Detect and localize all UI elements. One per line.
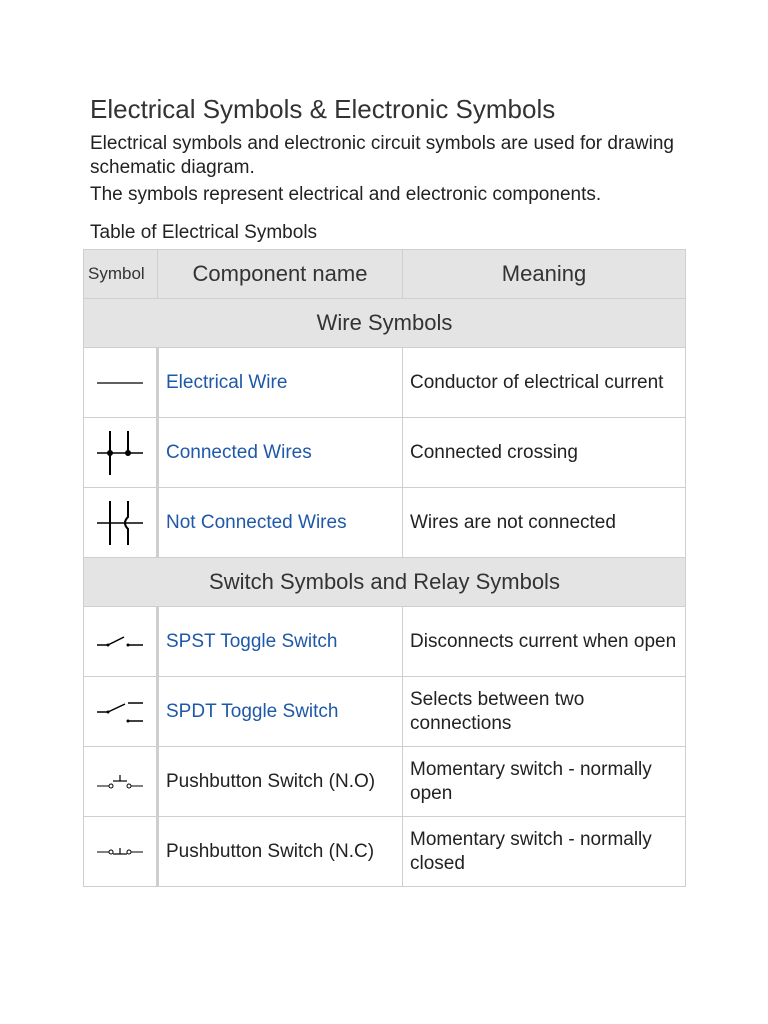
- table-row: [84, 488, 686, 558]
- component-link[interactable]: Electrical Wire: [166, 371, 288, 393]
- symbol-cell: [84, 677, 158, 747]
- table-caption: Table of Electrical Symbols: [90, 222, 318, 243]
- table-header-row: [84, 250, 686, 299]
- table-row: [84, 418, 686, 488]
- pushbutton-nc-icon: [95, 842, 145, 862]
- connected-wires-icon: [95, 428, 145, 478]
- section-row-switch: [84, 558, 686, 607]
- meaning-cell: Conductor of electrical current: [403, 348, 686, 418]
- component-name-cell: Pushbutton Switch (N.C): [158, 817, 403, 887]
- table-row: [84, 348, 686, 418]
- symbol-cell: [84, 488, 158, 558]
- meaning-cell: Connected crossing: [403, 418, 686, 488]
- component-name-cell: Pushbutton Switch (N.O): [158, 747, 403, 817]
- meaning-cell: Selects between two connections: [403, 677, 686, 747]
- component-link[interactable]: SPST Toggle Switch: [166, 630, 338, 652]
- component-link[interactable]: SPDT Toggle Switch: [166, 700, 339, 722]
- meaning-cell: Wires are not connected: [403, 488, 686, 558]
- symbol-cell: [84, 418, 158, 488]
- section-row-wire: [84, 299, 686, 348]
- header-symbol: Symbol: [84, 250, 158, 299]
- intro-paragraph-2: The symbols represent electrical and electronic components.: [90, 184, 602, 205]
- symbol-cell: [84, 747, 158, 817]
- component-name-cell: [158, 607, 403, 677]
- component-link[interactable]: Connected Wires: [166, 441, 312, 463]
- spdt-toggle-switch-icon: [95, 697, 145, 727]
- table-row: [84, 747, 686, 817]
- meaning-cell: Momentary switch - normally open: [403, 747, 686, 817]
- intro-paragraph: Electrical symbols and electronic circuit symbols are used for drawing schematic diagram.: [90, 133, 674, 178]
- symbol-cell: [84, 817, 158, 887]
- electrical-wire-icon: [95, 373, 145, 393]
- not-connected-wires-icon: [95, 498, 145, 548]
- pushbutton-no-icon: [95, 772, 145, 792]
- meaning-cell: Momentary switch - normally closed: [403, 817, 686, 887]
- table-row: [84, 817, 686, 887]
- component-link[interactable]: Not Connected Wires: [166, 511, 347, 533]
- page-title: Electrical Symbols & Electronic Symbols: [90, 94, 556, 124]
- header-component-name: Component name: [158, 250, 403, 299]
- spst-toggle-switch-icon: [95, 632, 145, 652]
- component-name-cell: [158, 418, 403, 488]
- symbols-table: [83, 249, 686, 887]
- section-title: Wire Symbols: [84, 299, 686, 348]
- header-meaning: Meaning: [403, 250, 686, 299]
- component-name-cell: [158, 488, 403, 558]
- section-title: Switch Symbols and Relay Symbols: [84, 558, 686, 607]
- meaning-cell: Disconnects current when open: [403, 607, 686, 677]
- table-row: [84, 677, 686, 747]
- symbol-cell: [84, 348, 158, 418]
- component-name-cell: [158, 348, 403, 418]
- component-name-cell: [158, 677, 403, 747]
- table-row: [84, 607, 686, 677]
- symbol-cell: [84, 607, 158, 677]
